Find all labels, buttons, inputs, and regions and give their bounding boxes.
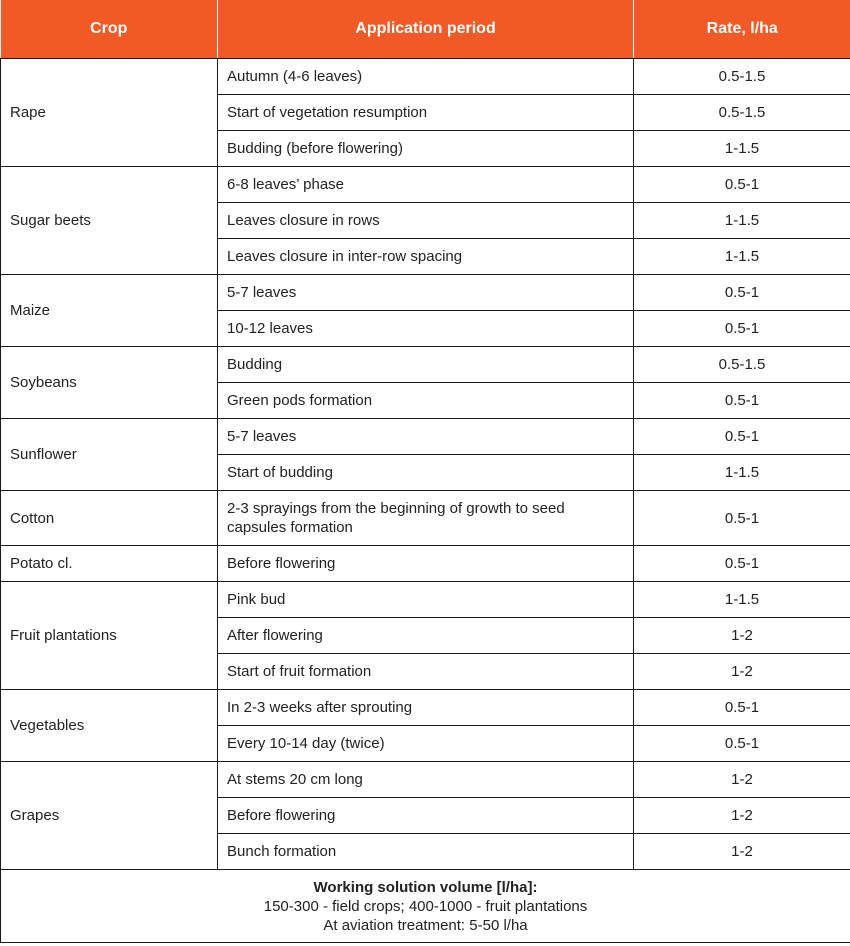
footer-row <box>1 870 850 943</box>
rate-cell: 0.5-1 <box>634 726 850 762</box>
table-row <box>1 690 850 726</box>
application-period-cell: Green pods formation <box>218 383 634 419</box>
table-row <box>1 546 850 582</box>
rate-cell: 0.5-1.5 <box>634 95 850 131</box>
crop-name-cell: Rape <box>1 59 218 167</box>
application-period-cell: Pink bud <box>218 582 634 618</box>
table-row <box>1 167 850 203</box>
table-row <box>1 59 850 95</box>
footer-title: Working solution volume [l/ha]: <box>313 878 538 896</box>
application-period-cell: In 2-3 weeks after sprouting <box>218 690 634 726</box>
application-period-cell: Bunch formation <box>218 834 634 870</box>
rate-cell: 0.5-1 <box>634 419 850 455</box>
header-crop: Crop <box>1 0 218 59</box>
table-row <box>1 419 850 455</box>
rate-cell: 0.5-1.5 <box>634 347 850 383</box>
application-period-cell: At stems 20 cm long <box>218 762 634 798</box>
application-period-cell: Autumn (4-6 leaves) <box>218 59 634 95</box>
table-row <box>1 347 850 383</box>
application-period-cell: 6-8 leaves’ phase <box>218 167 634 203</box>
crop-name-cell: Maize <box>1 275 218 347</box>
rate-cell: 1-2 <box>634 618 850 654</box>
application-period-cell: Before flowering <box>218 798 634 834</box>
application-period-cell: 10-12 leaves <box>218 311 634 347</box>
table-row <box>1 275 850 311</box>
rate-cell: 0.5-1 <box>634 690 850 726</box>
rate-cell: 0.5-1 <box>634 383 850 419</box>
application-period-cell: 2-3 sprayings from the beginning of growth to seed capsules formation <box>218 491 634 546</box>
rate-cell: 0.5-1 <box>634 546 850 582</box>
application-period-cell: Before flowering <box>218 546 634 582</box>
rate-cell: 1-2 <box>634 834 850 870</box>
crop-name-cell: Vegetables <box>1 690 218 762</box>
header-row <box>1 0 850 59</box>
rate-cell: 0.5-1 <box>634 275 850 311</box>
application-period-cell: Every 10-14 day (twice) <box>218 726 634 762</box>
application-period-cell: Leaves closure in rows <box>218 203 634 239</box>
crop-name-cell: Sunflower <box>1 419 218 491</box>
working-solution-note <box>1 870 850 943</box>
footer-line-aviation: At aviation treatment: 5-50 l/ha <box>323 916 528 934</box>
rate-cell: 1-1.5 <box>634 239 850 275</box>
rate-cell: 0.5-1 <box>634 167 850 203</box>
application-period-cell: Start of vegetation resumption <box>218 95 634 131</box>
application-period-cell: Start of budding <box>218 455 634 491</box>
header-rate: Rate, l/ha <box>634 0 850 59</box>
rate-cell: 1-1.5 <box>634 131 850 167</box>
crop-name-cell: Grapes <box>1 762 218 870</box>
application-period-cell: After flowering <box>218 618 634 654</box>
rate-cell: 0.5-1 <box>634 491 850 546</box>
application-period-cell: Leaves closure in inter-row spacing <box>218 239 634 275</box>
rate-cell: 1-1.5 <box>634 455 850 491</box>
application-period-cell: Budding (before flowering) <box>218 131 634 167</box>
application-period-cell: Start of fruit formation <box>218 654 634 690</box>
rate-cell: 1-1.5 <box>634 203 850 239</box>
rate-cell: 1-2 <box>634 798 850 834</box>
crop-name-cell: Cotton <box>1 491 218 546</box>
header-application-period: Application period <box>218 0 634 59</box>
rate-cell: 1-2 <box>634 654 850 690</box>
table-row <box>1 582 850 618</box>
crop-name-cell: Sugar beets <box>1 167 218 275</box>
table-body <box>1 59 850 870</box>
application-period-cell: 5-7 leaves <box>218 275 634 311</box>
application-period-cell: 5-7 leaves <box>218 419 634 455</box>
table-row <box>1 762 850 798</box>
crop-name-cell: Soybeans <box>1 347 218 419</box>
application-period-cell: Budding <box>218 347 634 383</box>
rate-cell: 1-2 <box>634 762 850 798</box>
crop-name-cell: Fruit plantations <box>1 582 218 690</box>
rate-cell: 0.5-1.5 <box>634 59 850 95</box>
footer-line-field-crops: 150-300 - field crops; 400-1000 - fruit plantations <box>263 897 588 915</box>
rate-cell: 0.5-1 <box>634 311 850 347</box>
rate-cell: 1-1.5 <box>634 582 850 618</box>
table-row <box>1 491 850 546</box>
crop-name-cell: Potato cl. <box>1 546 218 582</box>
